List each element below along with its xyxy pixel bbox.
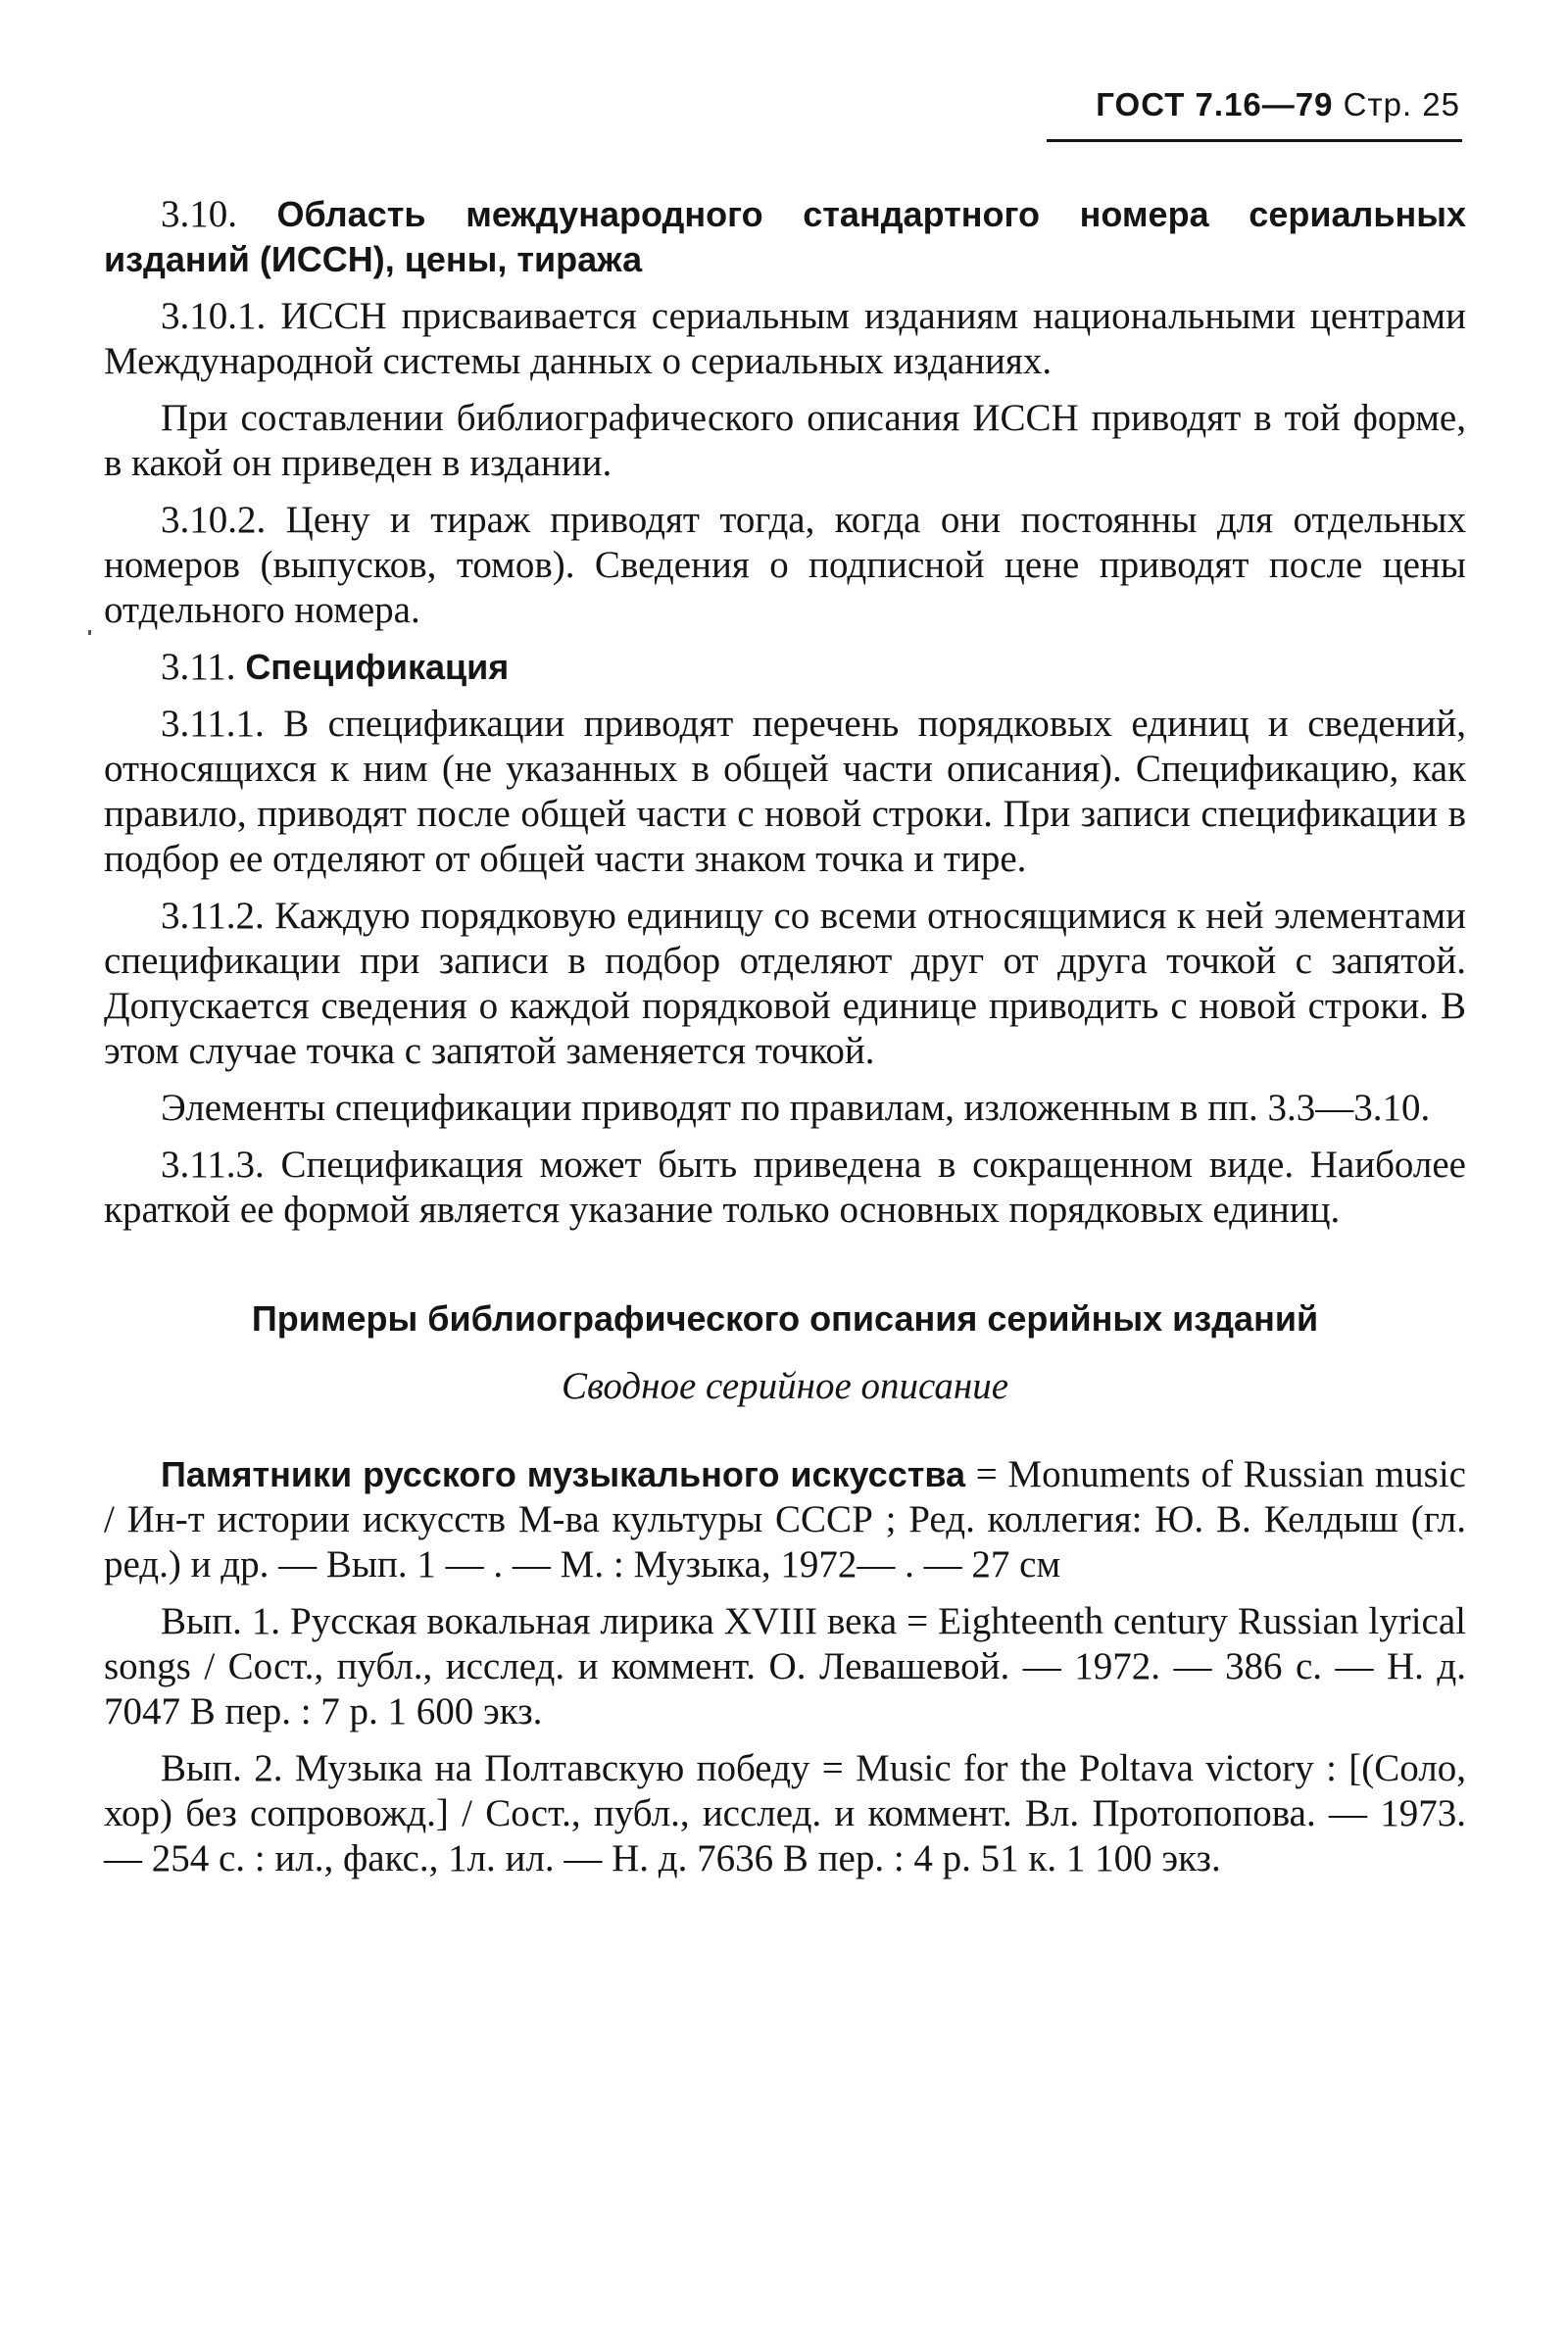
paragraph-3-10-1: 3.10.1. ИССН присваивается сериальным изданиям национальными центрами Международной системы данных о сериальных изданиях. xyxy=(104,295,1466,382)
paragraph-3-11-2: 3.11.2. Каждую порядковую единицу со всеми относящимися к ней элементами спецификации при записи в подбор отделяют друг от друга точкой с запятой. Допускается сведения о каждой порядковой единице приводить с новой строки. В этом случае точка с запятой заменяется точкой. xyxy=(104,895,1466,1072)
examples-title: Примеры библиографического описания серийных изданий xyxy=(251,1298,1319,1339)
header-rule xyxy=(1047,139,1462,142)
scan-edge-mark xyxy=(88,630,91,635)
running-header xyxy=(1039,86,1460,123)
paragraph-3-10-2: 3.10.2. Цену и тираж приводят тогда, когда они постоянны для отдельных номеров (выпусков, томов). Сведения о подписной цене приводят после цены отдельного номера. xyxy=(104,499,1466,631)
section-heading-3-10 xyxy=(104,192,1466,282)
paragraph-3-11-3: 3.11.3. Спецификация может быть приведена в сокращенном виде. Наиболее краткой ее формой является указание только основных порядковых единиц. xyxy=(104,1144,1466,1231)
body-text xyxy=(104,192,1466,1893)
paragraph-3-11-2-cont: Элементы спецификации приводят по правилам, изложенным в пп. 3.3—3.10. xyxy=(161,1087,1431,1129)
examples-subtitle: Сводное серийное описание xyxy=(561,1365,1009,1407)
example-entry xyxy=(104,1452,1466,1587)
section-number: 3.10. xyxy=(161,193,237,235)
standard-designation: ГОСТ 7.16—79 xyxy=(1096,86,1334,122)
page-number: Стр. 25 xyxy=(1343,86,1460,122)
entry-description: = Monuments of Russian music / Ин-т истории искусств М-ва культуры СССР ; Ред. коллегия: Ю. В. Келдыш (гл. ред.) и др. — Вып. 1 — . — М. : Музыка, 1972— . — 27 см xyxy=(104,1453,1466,1586)
example-volume-2: Вып. 2. Музыка на Полтавскую победу = Music for the Poltava victory : [(Соло, хор) без сопровожд.] / Сост., публ., исслед. и коммент. Вл. Протопопова. — 1973. — 254 с. : ил., факс., 1л. ил. — Н. д. 7636 В пер. : 4 р. 51 к. 1 100 экз. xyxy=(104,1747,1466,1879)
entry-heading: Памятники русского музыкального искусства xyxy=(161,1454,966,1494)
section-title: Область международного стандартного номера сериальных изданий (ИССН), цены, тиража xyxy=(104,194,1466,279)
example-volume-1: Вып. 1. Русская вокальная лирика XVIII века = Eighteenth century Russian lyrical songs / Сост., публ., исслед. и коммент. О. Левашевой. — 1972. — 386 с. — Н. д. 7047 В пер. : 7 р. 1 600 экз. xyxy=(104,1600,1466,1732)
paragraph-3-10-1-cont: При составлении библиографического описания ИССН приводят в той форме, в какой он приведен в издании. xyxy=(104,397,1466,484)
section-heading-3-11 xyxy=(104,645,1466,690)
section-title: Спецификация xyxy=(245,647,510,687)
section-number: 3.11. xyxy=(161,646,236,688)
paragraph-3-11-1: 3.11.1. В спецификации приводят перечень порядковых единиц и сведений, относящихся к ним (не указанных в общей части описания). Спецификацию, как правило, приводят после общей части с новой строки. При записи спецификации в подбор ее отделяют от общей части знаком точка и тире. xyxy=(104,703,1466,880)
